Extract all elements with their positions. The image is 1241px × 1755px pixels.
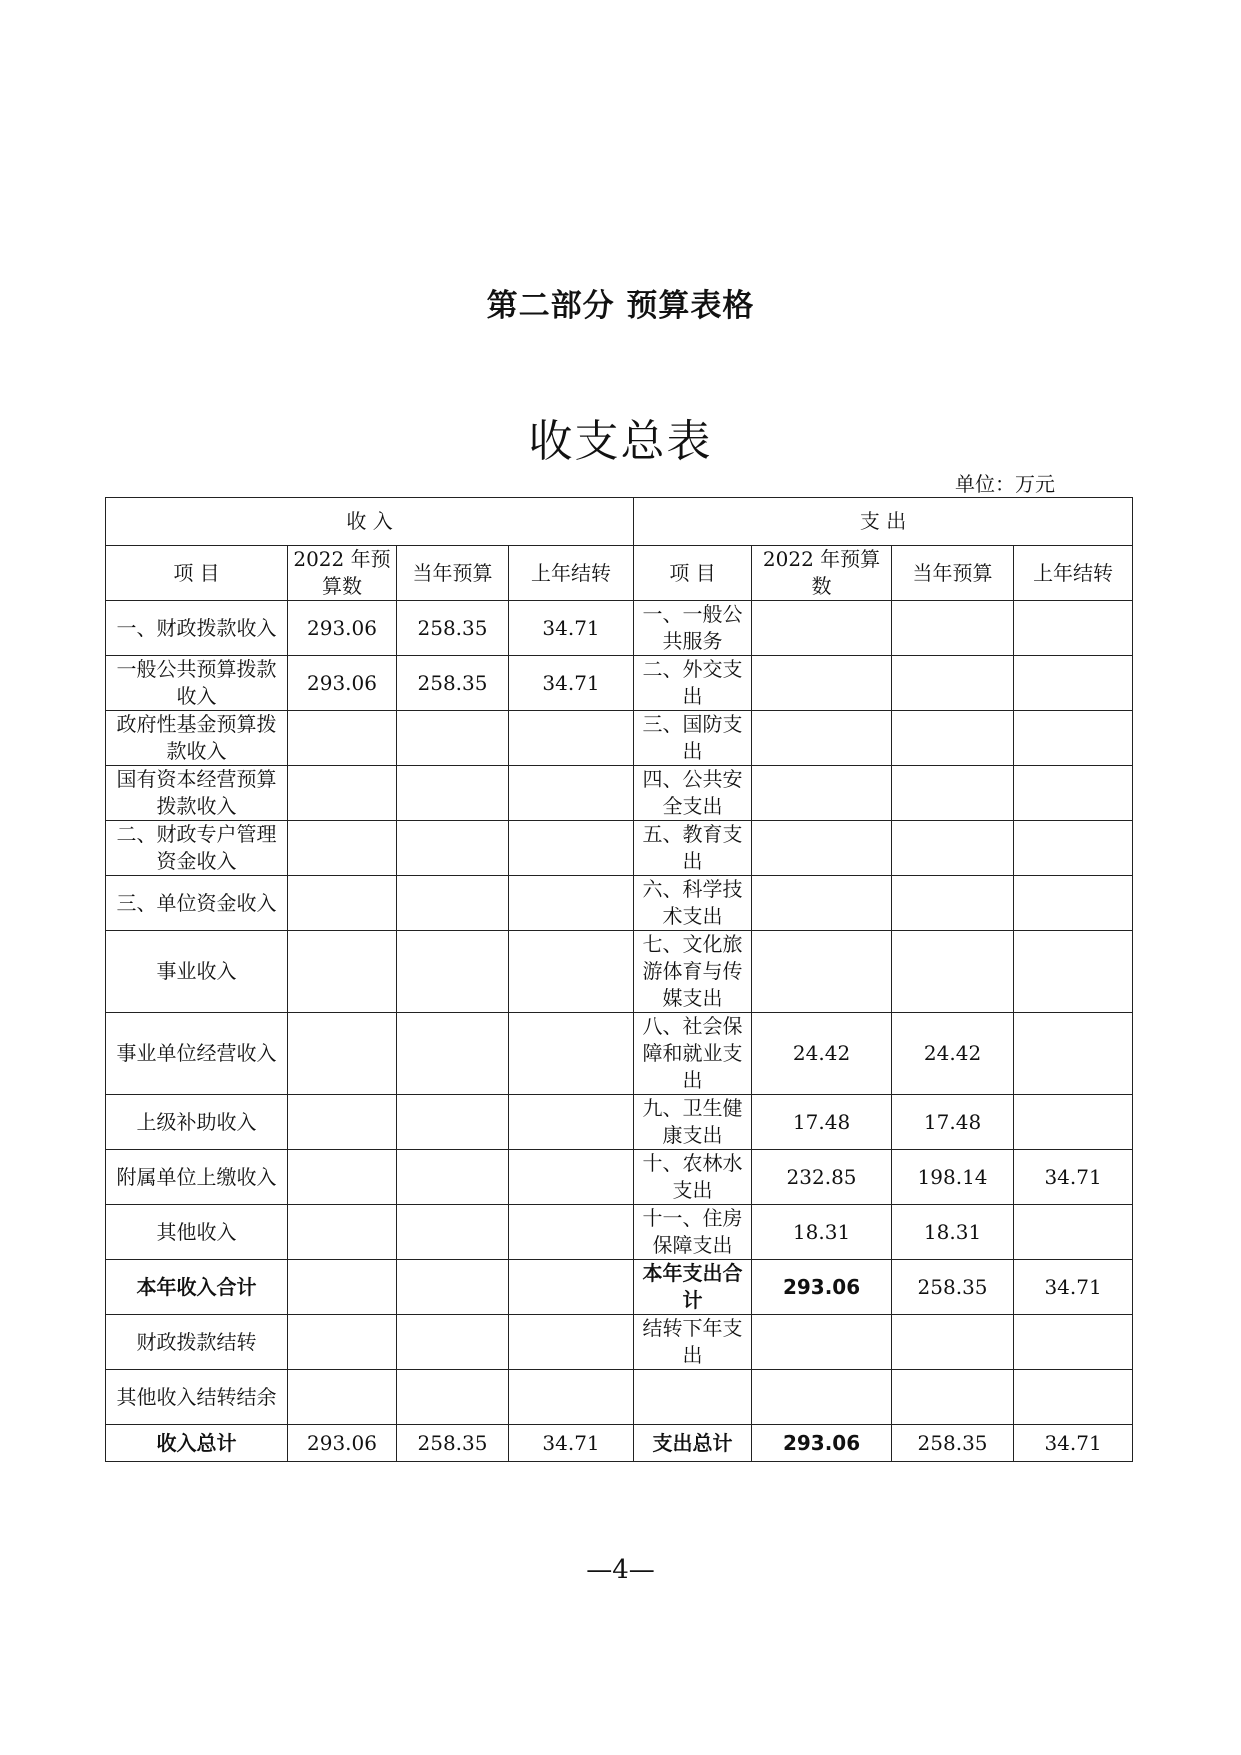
expense-budget-2022: 24.42 [752, 1013, 892, 1095]
expense-current-year: 17.48 [892, 1095, 1014, 1150]
table-row [106, 1095, 1133, 1150]
expense-prev-carry [1014, 1205, 1133, 1260]
income-current-year: 258.35 [397, 1425, 509, 1462]
group-header-row [106, 498, 1133, 546]
income-item: 二、财政专户管理资金收入 [106, 821, 288, 876]
income-budget-2022 [288, 931, 397, 1013]
income-budget-2022: 293.06 [288, 1425, 397, 1462]
expense-current-year [892, 711, 1014, 766]
income-item: 一般公共预算拨款收入 [106, 656, 288, 711]
income-prev-carry [509, 766, 634, 821]
expense-budget-2022: 232.85 [752, 1150, 892, 1205]
income-item: 三、单位资金收入 [106, 876, 288, 931]
income-current-year [397, 711, 509, 766]
expense-current-year: 258.35 [892, 1425, 1014, 1462]
income-item-header: 项 目 [106, 546, 288, 601]
unit-label: 单位：万元 [955, 472, 1055, 496]
income-prev-carry [509, 711, 634, 766]
table-row [106, 601, 1133, 656]
income-item: 事业收入 [106, 931, 288, 1013]
expense-item: 七、文化旅游体育与传媒支出 [634, 931, 752, 1013]
expense-current-year [892, 821, 1014, 876]
expense-prev-carry [1014, 1095, 1133, 1150]
income-prev-carry [509, 1013, 634, 1095]
income-item: 国有资本经营预算拨款收入 [106, 766, 288, 821]
expense-item-header: 项 目 [634, 546, 752, 601]
table-row [106, 656, 1133, 711]
table-row [106, 1013, 1133, 1095]
income-item: 上级补助收入 [106, 1095, 288, 1150]
income-prev-carry [509, 1370, 634, 1425]
table-row [106, 1150, 1133, 1205]
expense-current-year [892, 931, 1014, 1013]
expense-prev-carry: 34.71 [1014, 1425, 1133, 1462]
table-row [106, 1205, 1133, 1260]
income-current-year [397, 821, 509, 876]
expense-budget-2022: 18.31 [752, 1205, 892, 1260]
expense-current-year [892, 656, 1014, 711]
expense-prev-carry [1014, 1315, 1133, 1370]
income-item: 政府性基金预算拨款收入 [106, 711, 288, 766]
expense-budget-2022: 17.48 [752, 1095, 892, 1150]
expense-prev-carry-header: 上年结转 [1014, 546, 1133, 601]
income-current-year [397, 1260, 509, 1315]
income-budget-2022 [288, 1315, 397, 1370]
income-budget-2022 [288, 711, 397, 766]
income-prev-carry: 34.71 [509, 656, 634, 711]
income-current-year [397, 1315, 509, 1370]
table-row [106, 766, 1133, 821]
expense-item: 二、外交支出 [634, 656, 752, 711]
expense-item: 十、农林水支出 [634, 1150, 752, 1205]
expense-current-year: 258.35 [892, 1260, 1014, 1315]
income-current-year: 258.35 [397, 601, 509, 656]
subtotal-row [106, 1260, 1133, 1315]
expense-item: 三、国防支出 [634, 711, 752, 766]
income-prev-carry [509, 876, 634, 931]
expense-current-year: 18.31 [892, 1205, 1014, 1260]
expense-group-header: 支 出 [634, 498, 1133, 546]
expense-current-year-header: 当年预算 [892, 546, 1014, 601]
income-item: 其他收入结转结余 [106, 1370, 288, 1425]
income-current-year [397, 1205, 509, 1260]
income-item: 一、财政拨款收入 [106, 601, 288, 656]
income-prev-carry [509, 1150, 634, 1205]
income-current-year [397, 1095, 509, 1150]
budget-summary-table [105, 497, 1133, 1462]
expense-item: 支出总计 [634, 1425, 752, 1462]
expense-budget-2022-header: 2022 年预算数 [752, 546, 892, 601]
income-budget-2022 [288, 821, 397, 876]
expense-budget-2022 [752, 821, 892, 876]
table-title: 收支总表 [528, 416, 713, 467]
income-current-year [397, 1370, 509, 1425]
income-prev-carry-header: 上年结转 [509, 546, 634, 601]
grand-total-row [106, 1425, 1133, 1462]
income-prev-carry [509, 1205, 634, 1260]
income-current-year [397, 766, 509, 821]
income-item: 本年收入合计 [106, 1260, 288, 1315]
income-group-header: 收 入 [106, 498, 634, 546]
expense-prev-carry [1014, 821, 1133, 876]
expense-budget-2022 [752, 601, 892, 656]
expense-budget-2022 [752, 656, 892, 711]
income-budget-2022: 293.06 [288, 601, 397, 656]
expense-budget-2022 [752, 711, 892, 766]
expense-budget-2022 [752, 1370, 892, 1425]
expense-item: 结转下年支出 [634, 1315, 752, 1370]
income-item: 收入总计 [106, 1425, 288, 1462]
income-budget-2022: 293.06 [288, 656, 397, 711]
income-budget-2022 [288, 1013, 397, 1095]
income-current-year [397, 1013, 509, 1095]
income-prev-carry [509, 1095, 634, 1150]
income-current-year [397, 876, 509, 931]
expense-item [634, 1370, 752, 1425]
income-item: 附属单位上缴收入 [106, 1150, 288, 1205]
expense-current-year: 24.42 [892, 1013, 1014, 1095]
column-header-row [106, 546, 1133, 601]
income-current-year [397, 1150, 509, 1205]
income-budget-2022 [288, 1095, 397, 1150]
table-row [106, 711, 1133, 766]
income-prev-carry: 34.71 [509, 1425, 634, 1462]
income-current-year [397, 931, 509, 1013]
table-row [106, 931, 1133, 1013]
income-prev-carry [509, 821, 634, 876]
income-item: 事业单位经营收入 [106, 1013, 288, 1095]
expense-budget-2022: 293.06 [752, 1425, 892, 1462]
income-budget-2022 [288, 766, 397, 821]
expense-budget-2022 [752, 931, 892, 1013]
table-row [106, 1370, 1133, 1425]
income-prev-carry [509, 1315, 634, 1370]
expense-item: 九、卫生健康支出 [634, 1095, 752, 1150]
income-current-year: 258.35 [397, 656, 509, 711]
income-current-year-header: 当年预算 [397, 546, 509, 601]
income-budget-2022 [288, 1370, 397, 1425]
income-budget-2022-header: 2022 年预算数 [288, 546, 397, 601]
expense-prev-carry [1014, 766, 1133, 821]
expense-budget-2022 [752, 766, 892, 821]
expense-current-year: 198.14 [892, 1150, 1014, 1205]
income-prev-carry [509, 1260, 634, 1315]
table-row [106, 876, 1133, 931]
expense-item: 十一、住房保障支出 [634, 1205, 752, 1260]
income-budget-2022 [288, 1205, 397, 1260]
expense-item: 本年支出合计 [634, 1260, 752, 1315]
income-prev-carry [509, 931, 634, 1013]
income-item: 其他收入 [106, 1205, 288, 1260]
expense-current-year [892, 1370, 1014, 1425]
expense-current-year [892, 601, 1014, 656]
expense-item: 五、教育支出 [634, 821, 752, 876]
expense-prev-carry [1014, 656, 1133, 711]
expense-item: 六、科学技术支出 [634, 876, 752, 931]
expense-prev-carry [1014, 711, 1133, 766]
expense-prev-carry [1014, 876, 1133, 931]
expense-current-year [892, 766, 1014, 821]
expense-item: 一、一般公共服务 [634, 601, 752, 656]
income-budget-2022 [288, 1150, 397, 1205]
page-number: —4— [586, 1555, 655, 1585]
expense-prev-carry [1014, 601, 1133, 656]
income-prev-carry: 34.71 [509, 601, 634, 656]
table-row [106, 821, 1133, 876]
expense-current-year [892, 876, 1014, 931]
expense-budget-2022 [752, 876, 892, 931]
expense-budget-2022: 293.06 [752, 1260, 892, 1315]
expense-item: 四、公共安全支出 [634, 766, 752, 821]
part-title: 第二部分 预算表格 [486, 288, 755, 324]
expense-item: 八、社会保障和就业支出 [634, 1013, 752, 1095]
income-budget-2022 [288, 1260, 397, 1315]
expense-prev-carry: 34.71 [1014, 1150, 1133, 1205]
expense-budget-2022 [752, 1315, 892, 1370]
table-row [106, 1315, 1133, 1370]
expense-prev-carry: 34.71 [1014, 1260, 1133, 1315]
expense-prev-carry [1014, 1370, 1133, 1425]
income-budget-2022 [288, 876, 397, 931]
income-item: 财政拨款结转 [106, 1315, 288, 1370]
expense-prev-carry [1014, 1013, 1133, 1095]
expense-current-year [892, 1315, 1014, 1370]
expense-prev-carry [1014, 931, 1133, 1013]
